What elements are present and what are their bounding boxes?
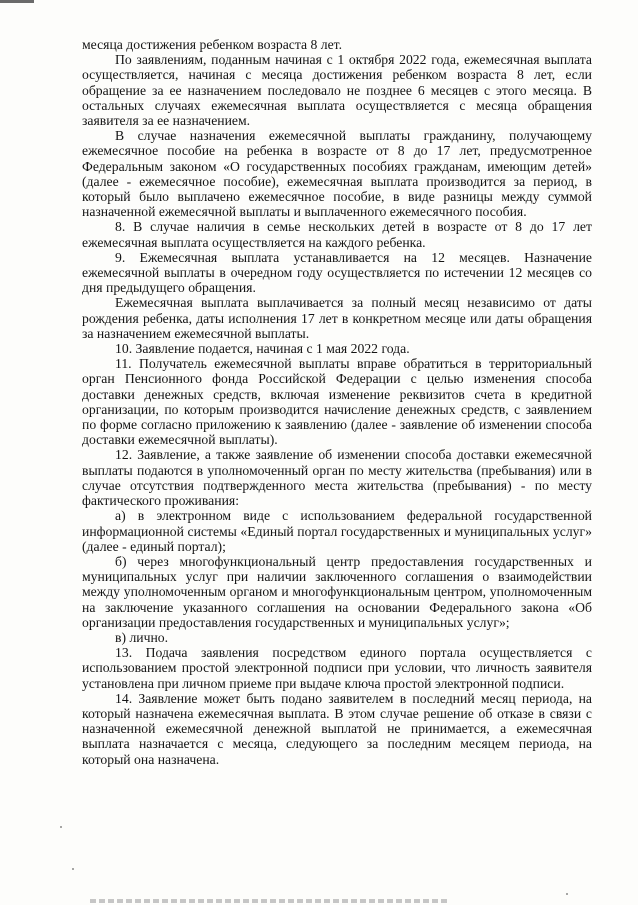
paragraph-clause-10: 10. Заявление подается, начиная с 1 мая 2022 года. bbox=[115, 341, 410, 357]
document-body bbox=[82, 37, 592, 767]
subitem-a: а) в электронном виде с использованием федеральной государственной информационной системы «Единый портал государственных и муниципальных услуг» (далее - единый портал); bbox=[82, 508, 592, 554]
paragraph-clause-9: 9. Ежемесячная выплата устанавливается на 12 месяцев. Назначение ежемесячной выплаты в очередном году осуществляется по истечении 12 месяцев со дня предыдущего обращения. bbox=[82, 249, 592, 296]
scan-speck bbox=[566, 893, 568, 895]
subitem-v: в) лично. bbox=[115, 629, 169, 645]
scan-speck bbox=[60, 826, 62, 828]
paragraph-october-applications: По заявлениям, поданным начиная с 1 октября 2022 года, ежемесячная выплата осуществляется, начиная с месяца достижения ребенком возраста 8 лет, если обращение за ее назначением последовало не позднее 6 месяцев с этого месяца. В остальных случаях ежемесячная выплата осуществляется с месяца обращения заявителя за ее назначением. bbox=[82, 52, 592, 129]
scan-bottom-edge bbox=[90, 899, 450, 903]
paragraph-monthly-allowance-difference: В случае назначения ежемесячной выплаты гражданину, получающему ежемесячное пособие на ребенка в возрасте от 8 до 17 лет, предусмотренное Федеральным законом «О государственных пособиях гражданам, имеющим детей» (далее - ежемесячное пособие), ежемесячная выплата производится за период, в который было выплачено ежемесячное пособие, в виде разницы между суммой назначенной ежемесячной выплаты и выплаченного ежемесячного пособия. bbox=[82, 128, 592, 220]
paragraph-clause-14: 14. Заявление может быть подано заявителем в последний месяц периода, на который назначена ежемесячная выплата. В этом случае решение об отказе в связи с назначенной ежемесячной денежной выплатой не принимается, а ежемесячная выплата назначается с месяца, следующего за последним месяцем периода, на который она назначена. bbox=[82, 690, 592, 767]
scan-speck bbox=[72, 868, 74, 870]
paragraph-full-month-payment: Ежемесячная выплата выплачивается за полный месяц независимо от даты рождения ребенка, даты исполнения 17 лет в конкретном месяце или даты обращения за назначением ежемесячной выплаты. bbox=[82, 295, 592, 341]
paragraph-clause-11: 11. Получатель ежемесячной выплаты вправе обратиться в территориальный орган Пенсионного фонда Российской Федерации с целью изменения способа доставки денежных средств, включая изменение реквизитов счета в кредитной организации, по которым производится начисление денежных средств, с заявлением по форме согласно приложению к заявлению (далее - заявление об изменении способа доставки ежемесячной выплаты). bbox=[82, 356, 592, 448]
paragraph-clause-12: 12. Заявление, а также заявление об изменении способа доставки ежемесячной выплаты подаются в уполномоченный орган по месту жительства (пребывания) или в случае отсутствия подтвержденного места жительства (пребывания) - по месту фактического проживания: bbox=[82, 447, 592, 509]
subitem-b: б) через многофункциональный центр предоставления государственных и муниципальных услуг при наличии заключенного соглашения о взаимодействии между уполномоченным органом и многофункциональным центром, уполномоченным на заключение указанного соглашения на основании Федерального закона «Об организации предоставления государственных и муниципальных услуг»; bbox=[82, 553, 592, 630]
paragraph-clause-8: 8. В случае наличия в семье нескольких детей в возрасте от 8 до 17 лет ежемесячная выплата осуществляется на каждого ребенка. bbox=[82, 219, 592, 250]
paragraph-clause-13: 13. Подача заявления посредством единого портала осуществляется с использованием простой электронной подписи при условии, что личность заявителя установлена при личном приеме при выдаче ключа простой электронной подписи. bbox=[82, 645, 592, 691]
paragraph-continuation: месяца достижения ребенком возраста 8 лет. bbox=[82, 37, 343, 52]
scan-edge-mark bbox=[0, 0, 34, 3]
